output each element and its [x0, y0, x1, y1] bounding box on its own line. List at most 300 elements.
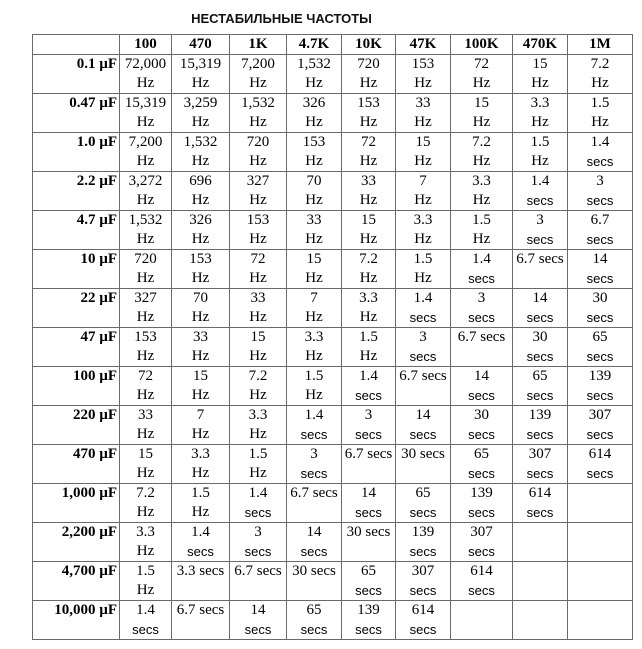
cell-value: 72 — [138, 368, 153, 384]
cell-unit: secs — [526, 310, 554, 325]
cell-value: 33 — [138, 407, 153, 423]
cell-unit: Hz — [472, 231, 491, 247]
header-row — [33, 35, 633, 55]
cell-value: 14 — [415, 407, 431, 423]
cell-value: 30 — [532, 329, 548, 345]
cell-unit: secs — [480, 329, 506, 345]
table-cell — [451, 289, 513, 328]
table-cell — [172, 328, 230, 367]
table-cell — [451, 250, 513, 289]
table-cell — [568, 406, 633, 445]
table-cell — [287, 172, 342, 211]
table-cell — [120, 250, 172, 289]
table-cell — [451, 55, 513, 94]
table-cell — [342, 484, 396, 523]
cell-unit: secs — [409, 427, 437, 442]
cell-unit: Hz — [191, 192, 210, 208]
table-cell — [342, 211, 396, 250]
table-cell — [396, 601, 451, 640]
cell-unit: secs — [526, 427, 554, 442]
table-cell — [287, 55, 342, 94]
cell-unit: secs — [468, 271, 495, 286]
table-cell — [120, 328, 172, 367]
cell-value: 3.3 — [413, 212, 433, 228]
cell-value: 3 — [310, 446, 318, 462]
table-cell — [172, 562, 230, 601]
cell-value: 307 — [528, 446, 552, 462]
table-cell — [120, 601, 172, 640]
cell-value: 307 — [588, 407, 612, 423]
cell-unit: secs — [409, 310, 437, 325]
column-header-resistance: 4.7K — [287, 35, 342, 55]
cell-value: 3.3 — [176, 563, 196, 579]
table-cell — [230, 328, 287, 367]
table-cell — [342, 328, 396, 367]
table-cell — [287, 523, 342, 562]
cell-value: 3.3 — [248, 407, 268, 423]
table-cell — [342, 523, 396, 562]
table-cell — [230, 484, 287, 523]
cell-unit: Hz — [136, 309, 155, 325]
table-cell — [396, 484, 451, 523]
cell-value: 720 — [246, 134, 270, 150]
cell-value: 326 — [189, 212, 212, 228]
table-cell — [287, 484, 342, 523]
cell-value: 14 — [361, 485, 376, 501]
cell-unit: secs — [586, 154, 614, 169]
row-label-capacitance: 2,200 µF — [33, 523, 120, 562]
table-cell — [568, 172, 633, 211]
cell-value: 14 — [250, 602, 266, 618]
cell-value: 153 — [302, 134, 326, 150]
cell-unit: Hz — [414, 75, 432, 91]
table-cell — [568, 484, 633, 523]
cell-unit: Hz — [249, 387, 267, 403]
cell-value: 720 — [134, 251, 157, 267]
row-label-capacitance: 1.0 µF — [33, 133, 120, 172]
column-header-resistance: 47K — [396, 35, 451, 55]
cell-unit: Hz — [305, 153, 323, 169]
cell-unit: secs — [468, 427, 495, 442]
table-cell — [513, 523, 568, 562]
cell-value: 327 — [246, 173, 270, 189]
table-cell — [172, 289, 230, 328]
table-cell — [342, 445, 396, 484]
cell-unit: Hz — [531, 153, 549, 169]
cell-unit: secs — [355, 583, 382, 598]
table-row — [33, 406, 633, 445]
table-row — [33, 55, 633, 94]
cell-unit: Hz — [136, 426, 155, 442]
table-cell — [513, 289, 568, 328]
cell-unit: Hz — [305, 75, 323, 91]
cell-value: 33 — [306, 212, 322, 228]
table-cell — [172, 484, 230, 523]
cell-value: 6.7 — [457, 329, 477, 345]
table-row — [33, 562, 633, 601]
table-cell — [230, 133, 287, 172]
table-row — [33, 250, 633, 289]
table-cell — [172, 367, 230, 406]
cell-unit: secs — [409, 622, 437, 637]
cell-unit: Hz — [249, 75, 267, 91]
cell-unit: Hz — [305, 348, 323, 364]
cell-unit: secs — [355, 505, 382, 520]
cell-unit: secs — [355, 622, 382, 637]
cell-unit: Hz — [472, 75, 491, 91]
column-header-resistance: 10K — [342, 35, 396, 55]
corner-cell — [33, 35, 120, 55]
cell-value: 6.7 — [234, 563, 253, 579]
table-cell — [120, 55, 172, 94]
cell-value: 1.4 — [590, 134, 610, 150]
table-cell — [513, 601, 568, 640]
table-cell — [120, 211, 172, 250]
cell-unit: secs — [586, 466, 614, 481]
table-row — [33, 523, 633, 562]
cell-value: 15 — [361, 212, 376, 228]
table-cell — [172, 406, 230, 445]
cell-value: 1.5 — [136, 563, 155, 579]
cell-unit: secs — [409, 583, 437, 598]
table-cell — [513, 406, 568, 445]
cell-value: 307 — [411, 563, 435, 579]
cell-unit: Hz — [359, 348, 378, 364]
cell-unit: secs — [468, 466, 495, 481]
cell-unit: secs — [586, 271, 614, 286]
table-cell — [396, 328, 451, 367]
table-cell — [513, 367, 568, 406]
cell-value: 1.4 — [136, 602, 155, 618]
cell-value: 1.4 — [359, 368, 378, 384]
table-cell — [287, 328, 342, 367]
cell-value: 6.7 — [516, 251, 535, 267]
cell-value: 70 — [306, 173, 322, 189]
cell-value: 30 — [292, 563, 308, 579]
table-cell — [513, 133, 568, 172]
table-cell — [513, 328, 568, 367]
cell-unit: secs — [367, 446, 393, 462]
cell-unit: secs — [468, 583, 495, 598]
cell-unit: secs — [244, 622, 272, 637]
table-cell — [568, 55, 633, 94]
table-cell — [172, 523, 230, 562]
cell-unit: secs — [586, 232, 614, 247]
table-cell — [120, 133, 172, 172]
table-cell — [568, 367, 633, 406]
table-cell — [513, 445, 568, 484]
table-row — [33, 484, 633, 523]
column-header-resistance: 470 — [172, 35, 230, 55]
cell-value: 1.4 — [413, 290, 433, 306]
cell-unit: Hz — [136, 270, 155, 286]
cell-unit: Hz — [472, 192, 491, 208]
table-cell — [451, 172, 513, 211]
cell-unit: Hz — [191, 348, 210, 364]
row-label-capacitance: 0.47 µF — [33, 94, 120, 133]
cell-unit: Hz — [414, 114, 432, 130]
table-cell — [287, 133, 342, 172]
cell-value: 72 — [250, 251, 266, 267]
table-cell — [451, 523, 513, 562]
cell-unit: secs — [355, 427, 382, 442]
cell-value: 15 — [138, 446, 153, 462]
table-cell — [568, 523, 633, 562]
table-cell — [451, 406, 513, 445]
cell-value: 3 — [419, 329, 427, 345]
table-cell — [287, 211, 342, 250]
cell-value: 65 — [532, 368, 548, 384]
table-cell — [172, 445, 230, 484]
table-cell — [230, 601, 287, 640]
table-cell — [230, 55, 287, 94]
cell-value: 139 — [588, 368, 612, 384]
table-cell — [120, 406, 172, 445]
table-cell — [287, 406, 342, 445]
cell-unit: secs — [256, 563, 282, 579]
cell-value: 1.4 — [248, 485, 268, 501]
cell-unit: secs — [421, 368, 447, 384]
table-row — [33, 211, 633, 250]
table-cell — [513, 211, 568, 250]
cell-unit: secs — [586, 349, 614, 364]
cell-value: 3.3 — [472, 173, 491, 189]
cell-unit: Hz — [249, 270, 267, 286]
row-label-capacitance: 220 µF — [33, 406, 120, 445]
cell-unit: secs — [355, 388, 382, 403]
cell-value: 1.5 — [590, 95, 610, 111]
table-cell — [172, 133, 230, 172]
cell-value: 1.5 — [248, 446, 268, 462]
table-row — [33, 133, 633, 172]
table-row — [33, 94, 633, 133]
table-cell — [342, 406, 396, 445]
cell-unit: Hz — [191, 504, 210, 520]
cell-value: 15 — [474, 95, 489, 111]
table-cell — [568, 562, 633, 601]
cell-unit: secs — [526, 232, 554, 247]
cell-unit: secs — [586, 388, 614, 403]
cell-unit: Hz — [191, 153, 210, 169]
table-cell — [287, 562, 342, 601]
table-cell — [172, 250, 230, 289]
cell-unit: secs — [187, 544, 214, 559]
cell-unit: Hz — [136, 348, 155, 364]
cell-unit: Hz — [359, 153, 378, 169]
cell-value: 14 — [474, 368, 489, 384]
table-cell — [396, 523, 451, 562]
cell-value: 15 — [415, 134, 431, 150]
cell-unit: secs — [199, 602, 225, 618]
row-label-capacitance: 100 µF — [33, 367, 120, 406]
cell-value: 6.7 — [590, 212, 610, 228]
row-label-capacitance: 47 µF — [33, 328, 120, 367]
table-cell — [396, 289, 451, 328]
cell-value: 3 — [596, 173, 604, 189]
table-cell — [396, 211, 451, 250]
table-cell — [342, 94, 396, 133]
column-header-resistance: 1K — [230, 35, 287, 55]
cell-value: 6.7 — [290, 485, 309, 501]
cell-unit: secs — [526, 505, 554, 520]
cell-value: 7.2 — [590, 56, 610, 72]
table-title: НЕСТАБИЛЬНЫЕ ЧАСТОТЫ — [191, 11, 372, 26]
cell-unit: secs — [526, 349, 554, 364]
table-cell — [342, 250, 396, 289]
cell-value: 139 — [411, 524, 435, 540]
table-cell — [230, 211, 287, 250]
table-cell — [451, 94, 513, 133]
table-cell — [568, 94, 633, 133]
cell-value: 1.5 — [191, 485, 210, 501]
cell-value: 33 — [250, 290, 266, 306]
row-label-capacitance: 10,000 µF — [33, 601, 120, 640]
cell-unit: Hz — [414, 231, 432, 247]
table-row — [33, 172, 633, 211]
cell-unit: Hz — [136, 231, 155, 247]
table-cell — [172, 55, 230, 94]
cell-unit: Hz — [305, 387, 323, 403]
cell-value: 1.4 — [530, 173, 550, 189]
table-cell — [120, 562, 172, 601]
row-label-capacitance: 470 µF — [33, 445, 120, 484]
cell-unit: Hz — [136, 504, 155, 520]
cell-value: 14 — [306, 524, 322, 540]
cell-value: 3.3 — [359, 290, 378, 306]
cell-value: 614 — [528, 485, 552, 501]
table-cell — [342, 562, 396, 601]
table-cell — [342, 172, 396, 211]
table-cell — [230, 289, 287, 328]
cell-unit: Hz — [249, 153, 267, 169]
table-cell — [451, 211, 513, 250]
cell-unit: Hz — [191, 465, 210, 481]
cell-value: 153 — [189, 251, 212, 267]
table-cell — [230, 250, 287, 289]
table-cell — [568, 211, 633, 250]
table-cell — [396, 445, 451, 484]
cell-unit: secs — [300, 466, 328, 481]
table-cell — [568, 601, 633, 640]
cell-value: 1.4 — [191, 524, 210, 540]
cell-unit: secs — [526, 388, 554, 403]
cell-value: 3,272 — [128, 173, 163, 189]
cell-unit: secs — [526, 466, 554, 481]
cell-value: 72,000 — [124, 56, 167, 72]
cell-value: 3 — [254, 524, 262, 540]
cell-unit: secs — [132, 622, 159, 637]
cell-value: 3 — [536, 212, 544, 228]
cell-value: 72 — [474, 56, 489, 72]
table-cell — [513, 94, 568, 133]
cell-value: 3.3 — [136, 524, 155, 540]
cell-value: 14 — [592, 251, 608, 267]
cell-unit: Hz — [249, 192, 267, 208]
cell-unit: Hz — [136, 153, 155, 169]
cell-unit: Hz — [305, 114, 323, 130]
cell-unit: Hz — [191, 75, 210, 91]
cell-unit: Hz — [305, 270, 323, 286]
cell-value: 1,532 — [128, 212, 163, 228]
cell-unit: Hz — [249, 426, 267, 442]
table-cell — [513, 484, 568, 523]
row-label-capacitance: 22 µF — [33, 289, 120, 328]
row-label-capacitance: 10 µF — [33, 250, 120, 289]
table-cell — [396, 250, 451, 289]
cell-value: 3.3 — [530, 95, 550, 111]
table-cell — [451, 133, 513, 172]
table-cell — [396, 172, 451, 211]
table-body — [33, 55, 633, 640]
table-cell — [120, 289, 172, 328]
cell-unit: secs — [586, 427, 614, 442]
row-label-capacitance: 1,000 µF — [33, 484, 120, 523]
cell-unit: Hz — [359, 309, 378, 325]
table-cell — [568, 328, 633, 367]
cell-unit: secs — [468, 388, 495, 403]
table-cell — [451, 484, 513, 523]
table-cell — [342, 133, 396, 172]
cell-value: 153 — [134, 329, 157, 345]
table-cell — [513, 250, 568, 289]
cell-value: 3 — [364, 407, 373, 423]
table-cell — [513, 172, 568, 211]
cell-value: 7 — [196, 407, 205, 423]
cell-value: 30 — [401, 446, 417, 462]
row-label-capacitance: 0.1 µF — [33, 55, 120, 94]
cell-unit: secs — [300, 427, 328, 442]
cell-unit: Hz — [359, 270, 378, 286]
cell-value: 7.2 — [359, 251, 378, 267]
cell-value: 614 — [411, 602, 435, 618]
cell-value: 7,200 — [241, 56, 275, 72]
cell-value: 614 — [588, 446, 612, 462]
cell-unit: Hz — [359, 231, 378, 247]
table-cell — [342, 289, 396, 328]
table-cell — [230, 406, 287, 445]
cell-value: 70 — [193, 290, 208, 306]
cell-unit: Hz — [136, 465, 155, 481]
table-cell — [451, 367, 513, 406]
table-cell — [172, 94, 230, 133]
cell-unit: Hz — [136, 582, 155, 598]
cell-unit: Hz — [472, 153, 491, 169]
table-cell — [120, 445, 172, 484]
table-cell — [230, 523, 287, 562]
cell-unit: Hz — [136, 114, 155, 130]
cell-value: 1,532 — [183, 134, 218, 150]
row-label-capacitance: 2.2 µF — [33, 172, 120, 211]
cell-unit: Hz — [191, 387, 210, 403]
cell-unit: Hz — [305, 231, 323, 247]
table-cell — [396, 55, 451, 94]
cell-unit: Hz — [249, 348, 267, 364]
table-cell — [230, 562, 287, 601]
table-cell — [172, 172, 230, 211]
table-cell — [287, 445, 342, 484]
table-row — [33, 601, 633, 640]
cell-value: 7.2 — [472, 134, 491, 150]
cell-unit: secs — [526, 193, 554, 208]
table-row — [33, 289, 633, 328]
cell-value: 153 — [411, 56, 435, 72]
cell-unit: secs — [468, 505, 495, 520]
row-label-capacitance: 4.7 µF — [33, 211, 120, 250]
cell-unit: Hz — [136, 192, 155, 208]
table-cell — [342, 601, 396, 640]
column-header-resistance: 1M — [568, 35, 633, 55]
table-cell — [120, 94, 172, 133]
